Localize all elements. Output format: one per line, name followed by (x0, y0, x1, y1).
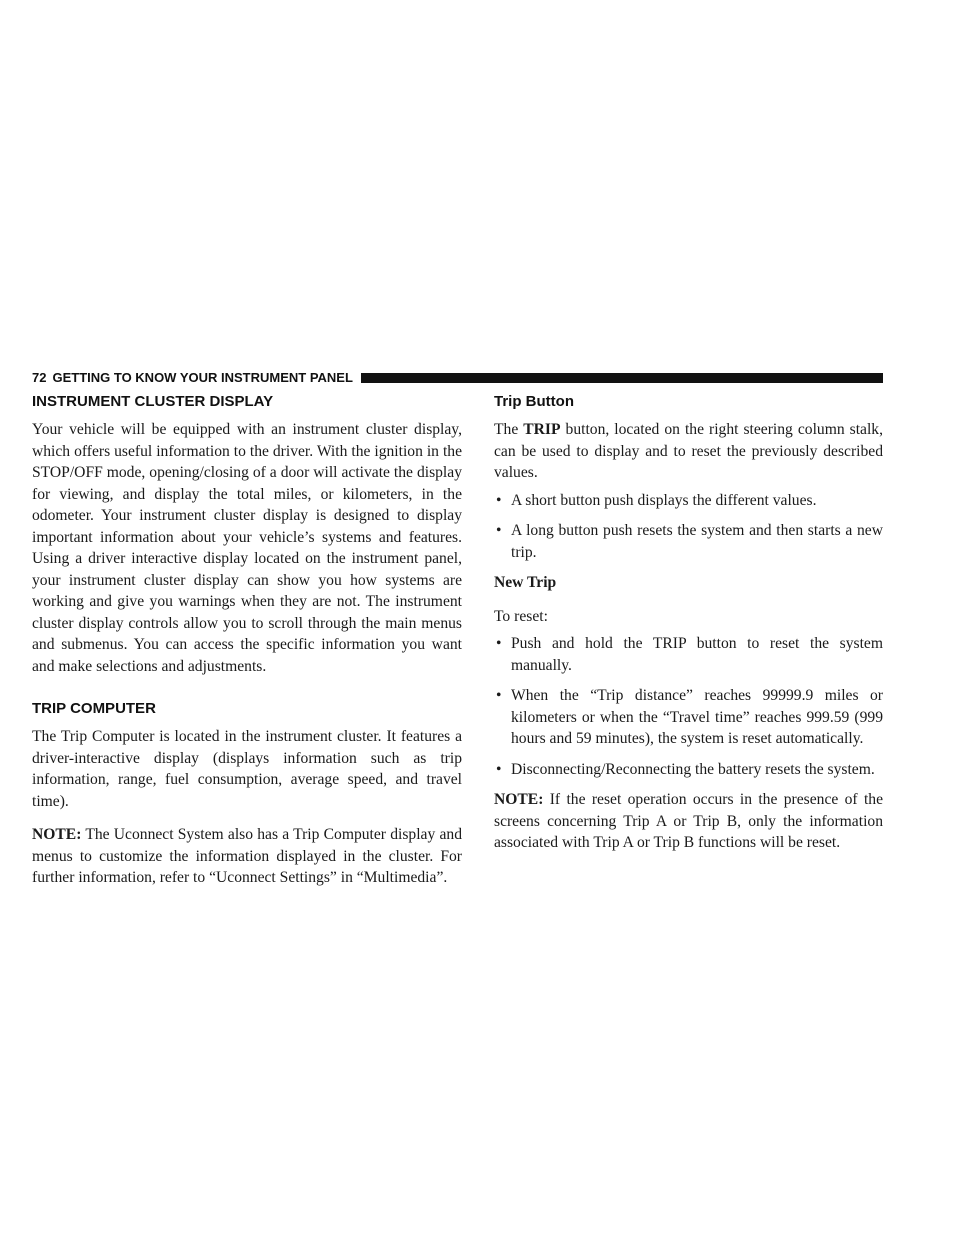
bullet-list-reset (494, 633, 883, 780)
bullet-icon: • (496, 760, 502, 778)
heading-trip-computer: TRIP COMPUTER (32, 700, 156, 717)
bullet-icon: • (496, 522, 502, 539)
list-item (494, 759, 883, 781)
list-item-text: Disconnecting/Reconnecting the battery resets the system. (511, 760, 875, 778)
list-item (494, 633, 883, 676)
intro-rest: button, located on the right steering column stalk, can be used to display and to reset the previously described values. (494, 421, 883, 481)
list-item (494, 490, 883, 512)
paragraph-instrument-cluster: Your vehicle will be equipped with an instrument cluster display, which offers useful information to the driver. With the ignition in the STOP/OFF mode, opening/closing of a door will activate the display for viewing, and display the total miles, or kilometers, in the odometer. Your instrument cluster display is designed to display important information about your vehicle’s systems and features. Using a driver interactive display located on the instrument panel, your instrument cluster display can show you how systems are working and give you warnings when they are not. The instrument cluster display controls allow you to scroll through the main menus and submenus. You can access the specific information you want and make selections and adjustments. (32, 421, 462, 675)
left-column (32, 392, 462, 889)
trip-keyword: TRIP (523, 421, 561, 438)
note-paragraph-left (32, 824, 462, 889)
note-label: NOTE: (32, 826, 82, 843)
heading-instrument-cluster-display: INSTRUMENT CLUSTER DISPLAY (32, 393, 274, 410)
bullet-icon: • (496, 635, 502, 652)
list-item-text: When the “Trip distance” reaches 99999.9 miles or kilometers or when the “Travel time” reaches 999.59 (999 hours and 59 minutes), the system is reset automatically. (511, 687, 883, 747)
section-title: GETTING TO KNOW YOUR INSTRUMENT PANEL (52, 370, 353, 385)
heading-trip-button: Trip Button (494, 393, 574, 410)
note-label: NOTE: (494, 791, 544, 808)
intro-prefix: The (494, 421, 524, 438)
paragraph-trip-computer: The Trip Computer is located in the instrument cluster. It features a driver-interactive display (displays information such as trip information, range, fuel consumption, average speed, and travel time). (32, 728, 462, 810)
page-header (32, 371, 883, 385)
bullet-icon: • (496, 687, 502, 704)
list-item (494, 685, 883, 750)
list-item-text: Push and hold the TRIP button to reset the system manually. (511, 635, 883, 674)
list-item (494, 520, 883, 563)
page-number: 72 (32, 370, 47, 385)
note-paragraph-right (494, 789, 883, 854)
bullet-icon: • (496, 491, 502, 509)
subheading-new-trip: New Trip (494, 574, 557, 591)
paragraph-trip-button (494, 419, 883, 484)
list-item-text: A short button push displays the different values. (511, 491, 817, 509)
right-column (494, 392, 883, 854)
note-text: If the reset operation occurs in the presence of the screens concerning Trip A or Trip B, only the information associated with Trip A or Trip B functions will be reset. (494, 791, 883, 851)
list-item-text: A long button push resets the system and then starts a new trip. (511, 522, 883, 561)
bullet-list-trip-button (494, 490, 883, 564)
header-rule (361, 373, 883, 383)
to-reset-label: To reset: (494, 607, 548, 625)
note-text: The Uconnect System also has a Trip Computer display and menus to customize the information displayed in the cluster. For further information, refer to “Uconnect Settings” in “Multimedia”. (32, 826, 462, 886)
